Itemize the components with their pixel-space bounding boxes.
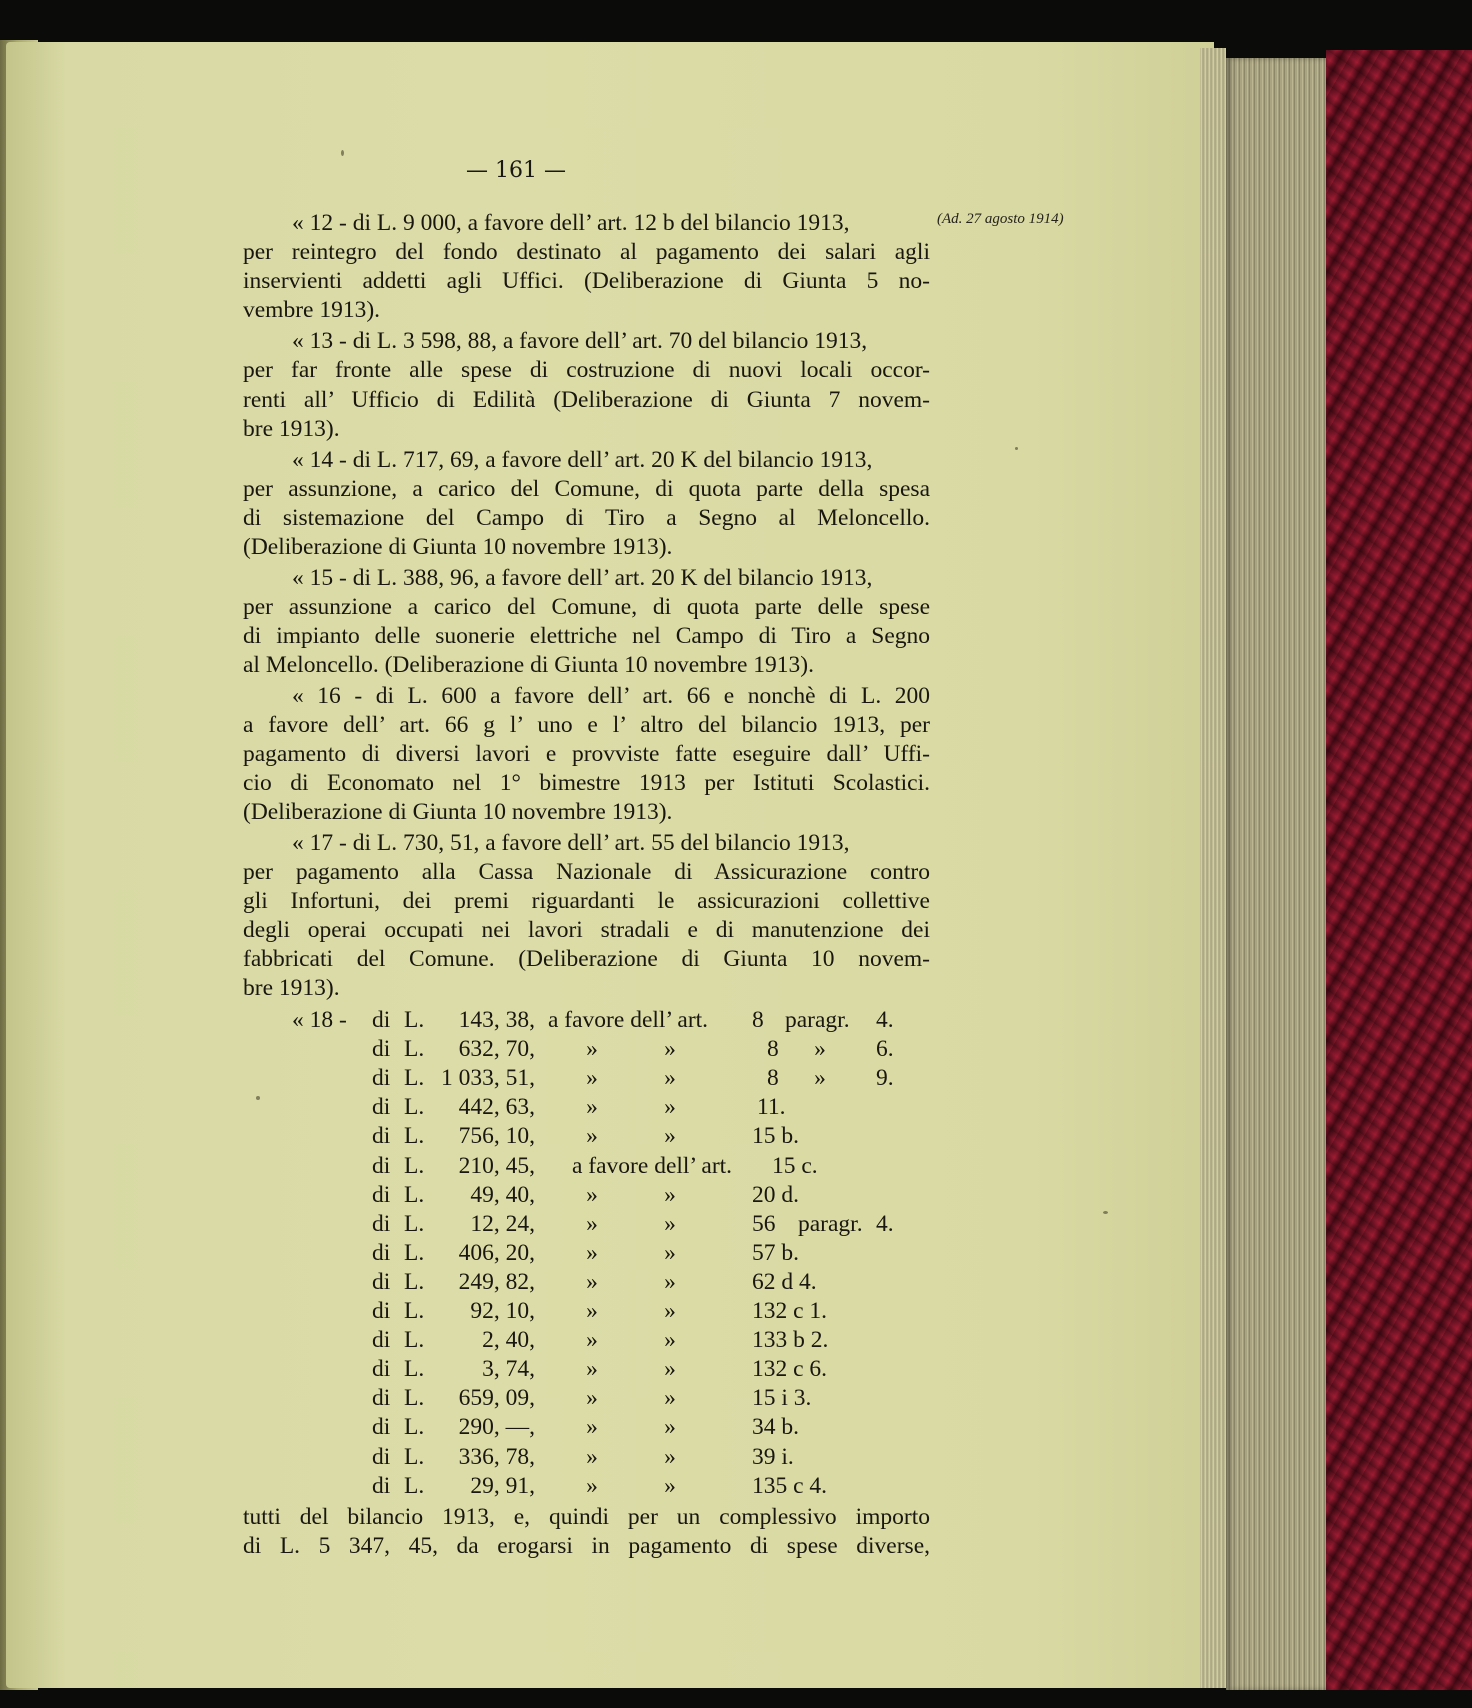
table-cell-q2: » <box>664 1036 676 1063</box>
ink-speck <box>1103 1211 1108 1214</box>
table-cell-ref: 34 b. <box>752 1414 799 1441</box>
table-cell-lead: « 18 - <box>292 1007 347 1033</box>
table-cell-q2: » <box>664 1065 676 1092</box>
table-cell-amount: 406, 20, <box>458 1239 535 1266</box>
text-line: bre 1913). <box>243 416 340 442</box>
text-line: inservienti addetti agli Uffici. (Deliberazione di Giunta 5 no- <box>243 268 930 294</box>
text-line: (Deliberazione di Giunta 10 novembre 1913). <box>243 799 673 825</box>
table-cell-ref: 15 c. <box>772 1152 818 1179</box>
text-line: per assunzione, a carico del Comune, di quota parte della spesa <box>243 476 930 502</box>
table-cell-extra: paragr. <box>798 1210 863 1237</box>
text-line: « 15 - di L. 388, 96, a favore dell’ art. 20 K del bilancio 1913, <box>292 565 873 591</box>
table-cell-l: L. <box>404 1094 425 1121</box>
table-cell-q2: » <box>664 1123 676 1150</box>
table-cell-q2: » <box>664 1181 676 1208</box>
table-cell-ref: 15 i 3. <box>752 1385 812 1412</box>
table-cell-amount: 249, 82, <box>458 1268 535 1295</box>
table-cell-q2: » <box>664 1298 676 1324</box>
text-line: renti all’ Ufficio di Edilità (Deliberazione di Giunta 7 novem- <box>243 387 930 413</box>
table-cell-amount: 210, 45, <box>458 1152 535 1179</box>
table-cell-q1: » <box>586 1443 598 1470</box>
table-cell-ref: 62 d 4. <box>752 1268 817 1295</box>
table-cell-di: di <box>372 1414 391 1441</box>
table-cell-q2: » <box>664 1239 676 1266</box>
table-cell-ref: 8 <box>767 1065 779 1092</box>
table-cell-ref: 8 <box>752 1007 764 1033</box>
table-cell-di: di <box>372 1065 391 1092</box>
table-cell-q2: » <box>664 1268 676 1295</box>
table-cell-ref: 57 b. <box>752 1239 799 1266</box>
table-cell-last: 4. <box>876 1007 894 1033</box>
table-cell-di: di <box>372 1210 391 1237</box>
table-cell-q2: » <box>664 1472 676 1499</box>
text-line: per reintegro del fondo destinato al pagamento dei salari agli <box>243 239 930 265</box>
table-cell-di: di <box>372 1472 391 1499</box>
text-line: per far fronte alle spese di costruzione di nuovi locali occor- <box>243 357 930 383</box>
table-cell-amount: 290, —, <box>458 1414 535 1441</box>
table-cell-q2: » <box>664 1210 676 1237</box>
table-cell-q2: » <box>664 1327 676 1354</box>
table-cell-q2: » <box>664 1443 676 1470</box>
table-cell-l: L. <box>404 1443 425 1470</box>
text-line: « 14 - di L. 717, 69, a favore dell’ art. 20 K del bilancio 1913, <box>292 447 873 473</box>
table-cell-favore: a favore dell’ art. <box>548 1007 709 1033</box>
marbled-cover <box>1326 50 1472 1690</box>
table-cell-favore: a favore dell’ art. <box>572 1152 733 1179</box>
page-stack-edge <box>1200 48 1226 1688</box>
text-line: bre 1913). <box>243 975 340 1001</box>
text-line: vembre 1913). <box>243 297 381 323</box>
text-line: per assunzione a carico del Comune, di quota parte delle spese <box>243 594 930 620</box>
text-line: di L. 5 347, 45, da erogarsi in pagamento di spese diverse, <box>243 1533 930 1559</box>
table-cell-ref: 8 <box>767 1036 779 1063</box>
text-line: cio di Economato nel 1° bimestre 1913 per Istituti Scolastici. <box>243 770 930 796</box>
table-cell-di: di <box>372 1123 391 1150</box>
text-line: « 13 - di L. 3 598, 88, a favore dell’ art. 70 del bilancio 1913, <box>292 328 868 354</box>
table-cell-q1: » <box>586 1210 598 1237</box>
table-cell-amount: 632, 70, <box>458 1036 535 1063</box>
table-cell-amount: 336, 78, <box>458 1443 535 1470</box>
table-cell-ref: 20 d. <box>752 1181 799 1208</box>
table-cell-q1: » <box>586 1065 598 1092</box>
table-cell-l: L. <box>404 1414 425 1441</box>
table-cell-l: L. <box>404 1065 425 1092</box>
table-cell-l: L. <box>404 1239 425 1266</box>
table-cell-di: di <box>372 1327 391 1354</box>
ink-speck <box>341 150 344 156</box>
table-cell-di: di <box>372 1007 391 1033</box>
table-cell-ref: 133 b 2. <box>752 1327 829 1354</box>
table-cell-q2: » <box>664 1385 676 1412</box>
table-cell-amount: 29, 91, <box>470 1472 535 1499</box>
table-cell-di: di <box>372 1094 391 1121</box>
text-line: per pagamento alla Cassa Nazionale di Assicurazione contro <box>243 859 930 885</box>
table-cell-di: di <box>372 1385 391 1412</box>
table-cell-q1: » <box>586 1414 598 1441</box>
table-cell-di: di <box>372 1298 391 1324</box>
table-cell-l: L. <box>404 1298 425 1324</box>
table-cell-di: di <box>372 1181 391 1208</box>
text-line: di impianto delle suonerie elettriche nel Campo di Tiro a Segno <box>243 623 930 649</box>
table-cell-q1: » <box>586 1385 598 1412</box>
table-cell-last: 6. <box>876 1036 894 1063</box>
table-cell-q1: » <box>586 1472 598 1499</box>
table-cell-ref: 39 i. <box>752 1443 794 1470</box>
text-line: a favore dell’ art. 66 g l’ uno e l’ altro del bilancio 1913, per <box>243 712 930 738</box>
table-cell-q1: » <box>586 1123 598 1150</box>
table-cell-l: L. <box>404 1327 425 1354</box>
ink-speck <box>1015 447 1018 450</box>
table-cell-q1: » <box>586 1327 598 1354</box>
text-line: al Meloncello. (Deliberazione di Giunta 10 novembre 1913). <box>243 652 814 678</box>
table-cell-ref: 11. <box>757 1094 786 1121</box>
text-line: « 17 - di L. 730, 51, a favore dell’ art. 55 del bilancio 1913, <box>292 830 850 856</box>
table-cell-l: L. <box>404 1123 425 1150</box>
text-line: fabbricati del Comune. (Deliberazione di Giunta 10 novem- <box>243 946 930 972</box>
table-cell-l: L. <box>404 1152 425 1179</box>
table-cell-l: L. <box>404 1036 425 1063</box>
table-cell-l: L. <box>404 1385 425 1412</box>
book-block-edge <box>1226 58 1326 1690</box>
text-line: degli operai occupati nei lavori stradali e di manutenzione dei <box>243 917 930 943</box>
text-line: tutti del bilancio 1913, e, quindi per un complessivo importo <box>243 1504 930 1530</box>
table-cell-amount: 12, 24, <box>470 1210 535 1237</box>
table-cell-l: L. <box>404 1210 425 1237</box>
table-cell-q1: » <box>586 1181 598 1208</box>
table-cell-extra: paragr. <box>785 1007 850 1033</box>
text-line: gli Infortuni, dei premi riguardanti le assicurazioni collettive <box>243 888 930 914</box>
table-cell-ref: 132 c 6. <box>752 1356 828 1383</box>
text-line: « 12 - di L. 9 000, a favore dell’ art. 12 b del bilancio 1913, <box>292 210 850 236</box>
table-cell-q2: » <box>664 1094 676 1121</box>
table-cell-l: L. <box>404 1472 425 1499</box>
table-cell-di: di <box>372 1268 391 1295</box>
table-cell-amount: 659, 09, <box>458 1385 535 1412</box>
table-cell-di: di <box>372 1443 391 1470</box>
text-line: « 16 - di L. 600 a favore dell’ art. 66 e nonchè di L. 200 <box>292 683 930 709</box>
text-line: pagamento di diversi lavori e provviste fatte eseguire dall’ Uffi- <box>243 741 930 767</box>
table-cell-extra2: » <box>814 1065 826 1092</box>
table-cell-ref: 15 b. <box>752 1123 799 1150</box>
table-cell-di: di <box>372 1356 391 1383</box>
table-cell-di: di <box>372 1036 391 1063</box>
table-cell-amount: 756, 10, <box>458 1123 535 1150</box>
table-cell-last: 4. <box>876 1210 894 1237</box>
table-cell-l: L. <box>404 1268 425 1295</box>
table-cell-amount: 442, 63, <box>458 1094 535 1121</box>
table-cell-ref: 56 <box>752 1210 776 1237</box>
ink-speck <box>256 1096 260 1100</box>
page-number: — 161 — <box>466 158 566 183</box>
table-cell-amount: 1 033, 51, <box>441 1065 535 1092</box>
text-line: di sistemazione del Campo di Tiro a Segno al Meloncello. <box>243 505 930 531</box>
table-cell-ref: 135 c 4. <box>752 1472 828 1499</box>
table-cell-l: L. <box>404 1356 425 1383</box>
table-cell-amount: 49, 40, <box>470 1181 535 1208</box>
table-cell-q1: » <box>586 1036 598 1063</box>
table-cell-amount: 92, 10, <box>470 1298 535 1324</box>
margin-note: (Ad. 27 agosto 1914) <box>937 211 1064 227</box>
table-cell-q1: » <box>586 1268 598 1295</box>
table-cell-ref: 132 c 1. <box>752 1298 828 1324</box>
table-cell-q1: » <box>586 1094 598 1121</box>
table-cell-amount: 2, 40, <box>482 1327 535 1354</box>
table-cell-amount: 3, 74, <box>482 1356 535 1383</box>
table-cell-di: di <box>372 1152 391 1179</box>
table-cell-l: L. <box>404 1007 425 1033</box>
table-cell-l: L. <box>404 1181 425 1208</box>
text-line: (Deliberazione di Giunta 10 novembre 1913). <box>243 534 673 560</box>
table-cell-q1: » <box>586 1356 598 1383</box>
table-cell-q2: » <box>664 1414 676 1441</box>
table-cell-q1: » <box>586 1239 598 1266</box>
table-cell-q2: » <box>664 1356 676 1383</box>
table-cell-extra2: » <box>814 1036 826 1063</box>
table-cell-last: 9. <box>876 1065 894 1092</box>
table-cell-amount: 143, 38, <box>458 1007 535 1033</box>
table-cell-di: di <box>372 1239 391 1266</box>
table-cell-q1: » <box>586 1298 598 1324</box>
